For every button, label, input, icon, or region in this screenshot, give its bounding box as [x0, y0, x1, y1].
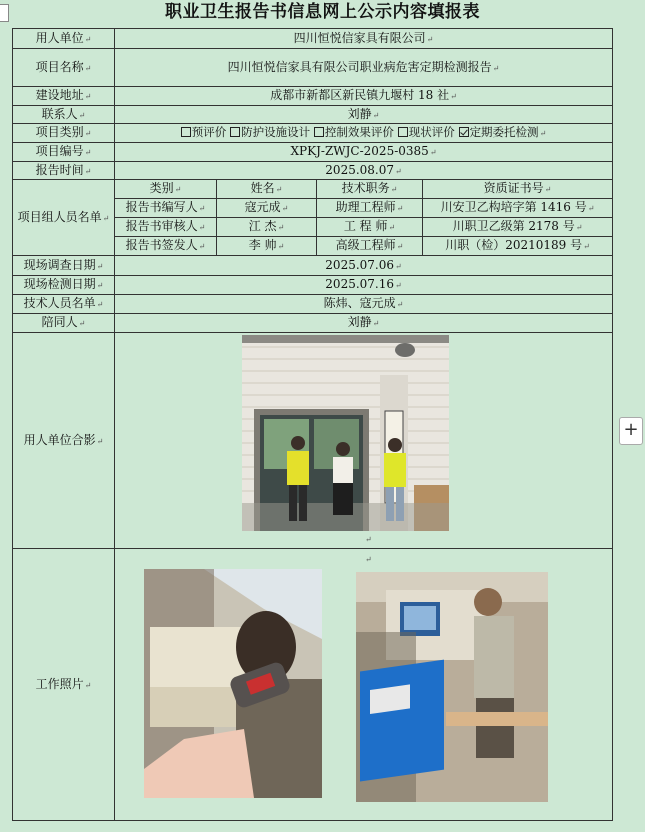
technicians-label: 技术人员名单 ↵	[13, 295, 115, 314]
team-name[interactable]: 李 帅 ↵	[217, 237, 317, 256]
address-label: 建设地址 ↵	[13, 87, 115, 106]
survey-date-value[interactable]: 2025.07.06 ↵	[115, 256, 613, 276]
test-date-label: 现场检测日期 ↵	[13, 276, 115, 295]
row-technicians	[13, 295, 613, 314]
project-type-label: 项目类别 ↵	[13, 124, 115, 143]
employer-value[interactable]: 四川恒悦信家具有限公司 ↵	[115, 29, 613, 49]
checkbox-checked-icon[interactable]	[459, 127, 469, 137]
team-header-name: 姓名 ↵	[217, 180, 317, 199]
team-cert[interactable]: 川职（检）20210189 号 ↵	[423, 237, 613, 256]
project-name-label: 项目名称 ↵	[13, 49, 115, 87]
checkbox-icon[interactable]	[314, 127, 324, 137]
team-title[interactable]: 高级工程师 ↵	[317, 237, 423, 256]
technicians-value[interactable]: 陈炜、寇元成 ↵	[115, 295, 613, 314]
group-photo-label: 用人单位合影 ↵	[13, 333, 115, 549]
escort-label: 陪同人 ↵	[13, 314, 115, 333]
group-photo[interactable]	[242, 335, 449, 531]
team-name[interactable]: 寇元成 ↵	[217, 199, 317, 218]
work-photo-2[interactable]	[356, 572, 548, 802]
team-header-category: 类别 ↵	[115, 180, 217, 199]
survey-date-label: 现场调查日期 ↵	[13, 256, 115, 276]
info-table	[12, 28, 613, 821]
checkbox-icon[interactable]	[398, 127, 408, 137]
row-project-name	[13, 49, 613, 87]
row-project-type	[13, 124, 613, 143]
team-header-row	[13, 180, 613, 199]
work-photos-cell	[115, 549, 613, 821]
page-title: 职业卫生报告书信息网上公示内容填报表	[165, 2, 480, 22]
return-mark	[364, 553, 372, 567]
work-photo-1[interactable]	[144, 569, 322, 798]
row-project-no	[13, 143, 613, 162]
project-name-value[interactable]: 四川恒悦信家具有限公司职业病危害定期检测报告 ↵	[115, 49, 613, 87]
team-category[interactable]: 报告书编写人 ↵	[115, 199, 217, 218]
row-group-photo	[13, 333, 613, 549]
return-mark	[364, 533, 372, 547]
report-time-value[interactable]: 2025.08.07 ↵	[115, 162, 613, 180]
type-option-1[interactable]: 防护设施设计	[230, 125, 310, 139]
row-escort	[13, 314, 613, 333]
checkbox-icon[interactable]	[181, 127, 191, 137]
group-photo-cell	[115, 333, 613, 549]
employer-label: 用人单位 ↵	[13, 29, 115, 49]
type-option-2[interactable]: 控制效果评价	[314, 125, 394, 139]
team-category[interactable]: 报告书签发人 ↵	[115, 237, 217, 256]
report-time-label: 报告时间 ↵	[13, 162, 115, 180]
row-employer	[13, 29, 613, 49]
project-type-options	[115, 124, 613, 143]
team-title[interactable]: 助理工程师 ↵	[317, 199, 423, 218]
project-no-value[interactable]: XPKJ-ZWJC-2025-0385 ↵	[115, 143, 613, 162]
project-no-label: 项目编号 ↵	[13, 143, 115, 162]
contact-value[interactable]: 刘静 ↵	[115, 106, 613, 124]
row-test-date	[13, 276, 613, 295]
checkbox-icon[interactable]	[230, 127, 240, 137]
row-address	[13, 87, 613, 106]
team-title[interactable]: 工 程 师 ↵	[317, 218, 423, 237]
type-option-4[interactable]: 定期委托检测 ↵	[459, 125, 547, 141]
row-work-photos	[13, 549, 613, 821]
type-option-0[interactable]: 预评价	[181, 125, 227, 139]
test-date-value[interactable]: 2025.07.16 ↵	[115, 276, 613, 295]
plus-icon: +	[623, 419, 639, 440]
add-row-button[interactable]	[619, 417, 643, 445]
row-survey-date	[13, 256, 613, 276]
team-name[interactable]: 江 杰 ↵	[217, 218, 317, 237]
address-value[interactable]: 成都市新都区新民镇九堰村 18 社 ↵	[115, 87, 613, 106]
escort-value[interactable]: 刘静 ↵	[115, 314, 613, 333]
row-report-time	[13, 162, 613, 180]
contact-label: 联系人 ↵	[13, 106, 115, 124]
row-contact	[13, 106, 613, 124]
team-header-cert: 资质证书号 ↵	[423, 180, 613, 199]
team-category[interactable]: 报告书审核人 ↵	[115, 218, 217, 237]
work-photos-label: 工作照片 ↵	[13, 549, 115, 821]
team-header-title: 技术职务 ↵	[317, 180, 423, 199]
type-option-3[interactable]: 现状评价	[398, 125, 455, 139]
team-cert[interactable]: 川安卫乙构培字第 1416 号 ↵	[423, 199, 613, 218]
team-cert[interactable]: 川职卫乙级第 2178 号 ↵	[423, 218, 613, 237]
team-label: 项目组人员名单 ↵	[13, 180, 115, 256]
